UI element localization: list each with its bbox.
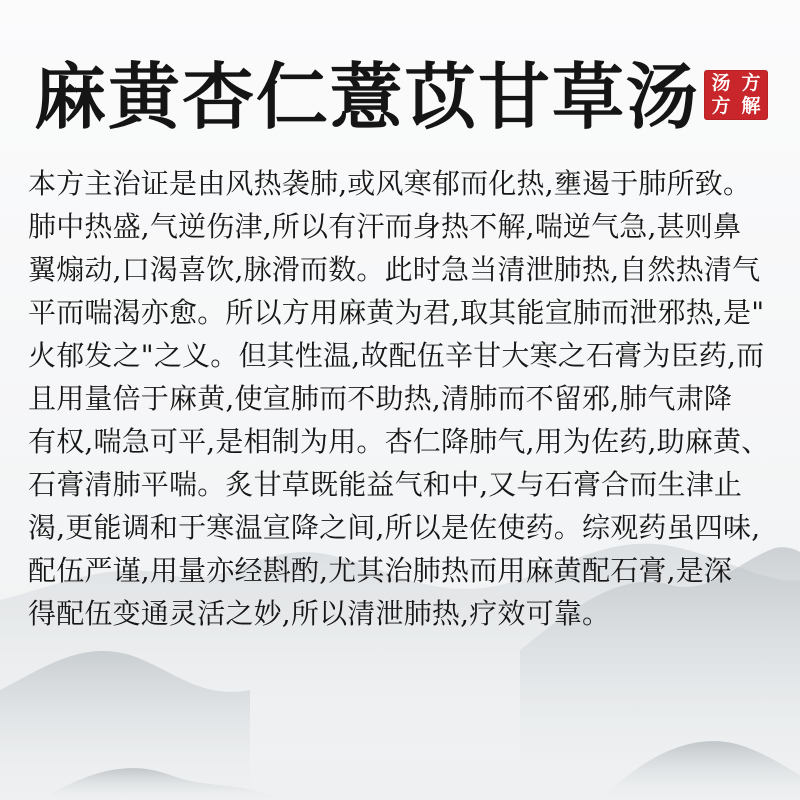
page-title: 麻黄杏仁薏苡甘草汤	[34, 54, 701, 139]
text-line: 肺中热盛,气逆伤津,所以有汗而身热不解,喘逆气急,甚则鼻	[28, 210, 742, 243]
text-line: 渴,更能调和于寒温宣降之间,所以是佐使药。综观药虽四味,	[28, 511, 761, 544]
text-line: 平而喘渴亦愈。所以方用麻黄为君,取其能宣肺而泄邪热,是"	[28, 296, 765, 329]
text-line: 石膏清肺平喘。炙甘草既能益气和中,又与石膏合而生津止	[28, 468, 743, 501]
seal-char: 方	[741, 72, 761, 94]
text-line: 得配伍变通灵活之妙,所以清泄肺热,疗效可靠。	[28, 597, 611, 630]
text-line: 且用量倍于麻黄,使宣肺而不助热,清肺而不留邪,肺气肃降	[28, 382, 733, 415]
text-line: 火郁发之"之义。但其性温,故配伍辛甘大寒之石膏为臣药,而	[28, 339, 765, 372]
seal-stamp	[704, 70, 768, 120]
text-line: 配伍严谨,用量亦经斟酌,尤其治肺热而用麻黄配石膏,是深	[28, 554, 733, 587]
text-line: 翼煽动,口渴喜饮,脉滑而数。此时急当清泄肺热,自然热清气	[28, 253, 761, 286]
seal-char: 汤	[711, 72, 731, 94]
explanation-paragraph	[28, 162, 780, 635]
seal-char: 方	[711, 95, 731, 117]
text-line: 本方主治证是由风热袭肺,或风寒郁而化热,壅遏于肺所致。	[28, 167, 752, 200]
seal-char: 解	[741, 95, 761, 117]
text-line: 有权,喘急可平,是相制为用。杏仁降肺气,用为佐药,助麻黄、	[28, 425, 770, 458]
